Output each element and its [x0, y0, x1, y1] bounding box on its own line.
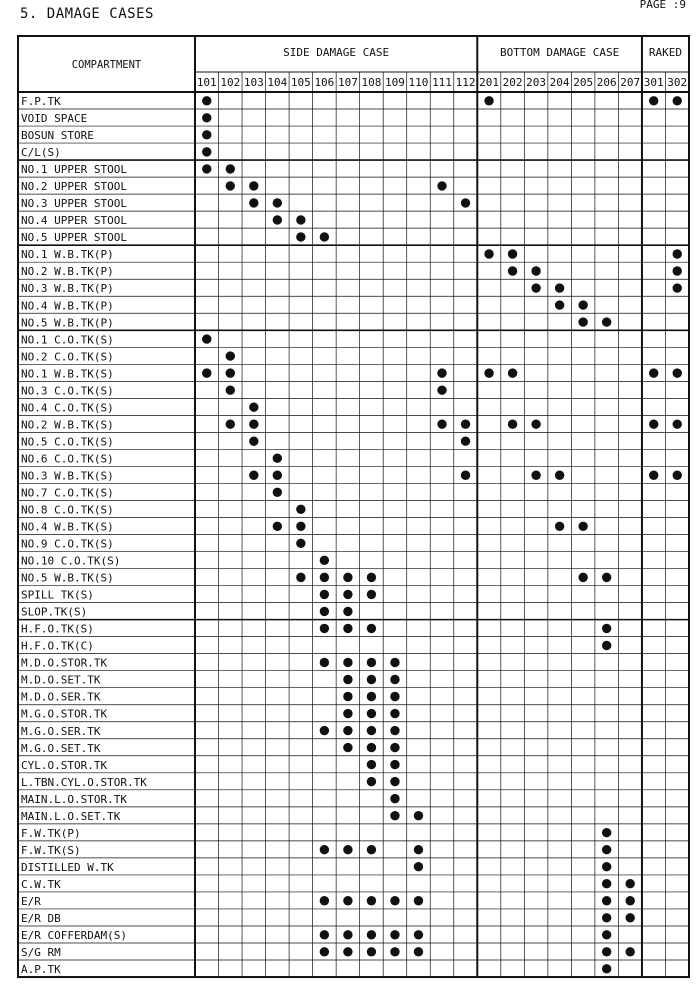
damage-mark-302 [673, 283, 682, 292]
compartment-name: F.W.TK(P) [21, 826, 81, 840]
damage-mark-107 [343, 947, 352, 956]
damage-mark-107 [343, 573, 352, 582]
damage-mark-102 [226, 385, 235, 394]
damage-mark-106 [320, 947, 329, 956]
damage-mark-108 [367, 777, 376, 786]
damage-mark-110 [414, 930, 423, 939]
damage-mark-110 [414, 862, 423, 871]
compartment-name: NO.3 C.O.TK(S) [21, 384, 114, 398]
damage-mark-108 [367, 624, 376, 633]
damage-mark-109 [390, 930, 399, 939]
damage-mark-109 [390, 777, 399, 786]
case-number-301: 301 [643, 76, 664, 89]
damage-mark-204 [555, 471, 564, 480]
compartment-name: NO.4 W.B.TK(S) [21, 520, 114, 534]
case-number-103: 103 [243, 76, 264, 89]
compartment-name: SLOP.TK(S) [21, 605, 88, 619]
case-number-102: 102 [220, 76, 241, 89]
damage-mark-106 [320, 624, 329, 633]
damage-mark-204 [555, 283, 564, 292]
compartment-name: NO.5 W.B.TK(S) [21, 571, 114, 585]
compartment-name: A.P.TK [21, 963, 61, 977]
damage-mark-106 [320, 590, 329, 599]
compartment-name: M.G.O.STOR.TK [21, 707, 108, 721]
damage-mark-112 [461, 437, 470, 446]
case-number-302: 302 [667, 76, 688, 89]
compartment-name: H.F.O.TK(S) [21, 622, 94, 636]
case-number-106: 106 [314, 76, 335, 89]
damage-mark-202 [508, 266, 517, 275]
damage-mark-207 [625, 913, 634, 922]
compartment-name: NO.5 C.O.TK(S) [21, 435, 114, 449]
damage-mark-105 [296, 215, 305, 224]
compartment-name: L.TBN.CYL.O.STOR.TK [21, 775, 147, 789]
compartment-name: NO.3 UPPER STOOL [21, 197, 127, 211]
damage-mark-206 [602, 828, 611, 837]
damage-mark-111 [437, 385, 446, 394]
compartment-name: NO.6 C.O.TK(S) [21, 452, 114, 466]
damage-mark-105 [296, 539, 305, 548]
damage-mark-203 [531, 266, 540, 275]
damage-mark-102 [226, 351, 235, 360]
damage-mark-109 [390, 709, 399, 718]
damage-mark-110 [414, 811, 423, 820]
damage-mark-105 [296, 573, 305, 582]
section-title: 5. DAMAGE CASES [20, 6, 154, 22]
case-number-203: 203 [526, 76, 547, 89]
damage-mark-204 [555, 300, 564, 309]
damage-mark-206 [602, 845, 611, 854]
compartment-name: NO.1 W.B.TK(P) [21, 248, 114, 262]
compartment-name: F.W.TK(S) [21, 843, 81, 857]
damage-mark-107 [343, 726, 352, 735]
damage-mark-101 [202, 164, 211, 173]
damage-mark-301 [649, 368, 658, 377]
damage-mark-110 [414, 947, 423, 956]
case-number-202: 202 [502, 76, 523, 89]
compartment-name: F.P.TK [21, 95, 61, 109]
damage-mark-111 [437, 419, 446, 428]
compartment-name: M.G.O.SER.TK [21, 724, 101, 738]
compartment-name: H.F.O.TK(C) [21, 639, 94, 653]
compartment-name: NO.2 C.O.TK(S) [21, 350, 114, 364]
damage-mark-205 [578, 522, 587, 531]
compartment-name: NO.10 C.O.TK(S) [21, 554, 121, 568]
damage-mark-206 [602, 930, 611, 939]
damage-mark-101 [202, 130, 211, 139]
damage-mark-110 [414, 896, 423, 905]
damage-mark-102 [226, 181, 235, 190]
damage-mark-106 [320, 232, 329, 241]
damage-mark-108 [367, 896, 376, 905]
damage-mark-104 [273, 215, 282, 224]
group-header-1: BOTTOM DAMAGE CASE [500, 46, 620, 59]
damage-mark-110 [414, 845, 423, 854]
damage-mark-206 [602, 641, 611, 650]
damage-mark-108 [367, 658, 376, 667]
compartment-name: NO.3 W.B.TK(S) [21, 469, 114, 483]
compartment-name: NO.2 UPPER STOOL [21, 180, 127, 194]
damage-mark-105 [296, 522, 305, 531]
damage-mark-107 [343, 743, 352, 752]
compartment-name: M.D.O.STOR.TK [21, 656, 108, 670]
damage-mark-109 [390, 743, 399, 752]
compartment-name: NO.4 C.O.TK(S) [21, 401, 114, 415]
case-number-107: 107 [337, 76, 358, 89]
damage-mark-101 [202, 147, 211, 156]
case-number-108: 108 [361, 76, 382, 89]
damage-mark-109 [390, 726, 399, 735]
damage-mark-107 [343, 675, 352, 684]
damage-mark-106 [320, 845, 329, 854]
damage-mark-206 [602, 947, 611, 956]
compartment-name: NO.9 C.O.TK(S) [21, 537, 114, 551]
compartment-name: DISTILLED W.TK [21, 860, 114, 874]
damage-mark-302 [673, 419, 682, 428]
damage-mark-109 [390, 675, 399, 684]
damage-mark-302 [673, 471, 682, 480]
damage-mark-109 [390, 896, 399, 905]
damage-mark-109 [390, 760, 399, 769]
compartment-name: E/R COFFERDAM(S) [21, 929, 127, 942]
damage-mark-302 [673, 96, 682, 105]
damage-mark-107 [343, 692, 352, 701]
damage-mark-206 [602, 624, 611, 633]
damage-mark-108 [367, 692, 376, 701]
compartment-name: VOID SPACE [21, 112, 88, 126]
damage-mark-107 [343, 658, 352, 667]
damage-mark-203 [531, 283, 540, 292]
damage-mark-107 [343, 930, 352, 939]
damage-mark-109 [390, 794, 399, 803]
damage-mark-202 [508, 419, 517, 428]
page-number: PAGE :9 [639, 0, 686, 11]
damage-mark-203 [531, 419, 540, 428]
compartment-name: SPILL TK(S) [21, 588, 94, 602]
damage-mark-109 [390, 811, 399, 820]
damage-mark-201 [484, 249, 493, 258]
compartment-name: NO.2 W.B.TK(P) [21, 265, 114, 279]
group-header-2: RAKED [648, 46, 683, 59]
damage-mark-204 [555, 522, 564, 531]
compartment-name: NO.5 W.B.TK(P) [21, 316, 114, 330]
compartment-name: NO.2 W.B.TK(S) [21, 418, 114, 432]
damage-mark-201 [484, 96, 493, 105]
damage-mark-102 [226, 368, 235, 377]
damage-mark-203 [531, 471, 540, 480]
damage-mark-108 [367, 947, 376, 956]
damage-mark-108 [367, 726, 376, 735]
damage-mark-103 [249, 198, 258, 207]
damage-mark-205 [578, 317, 587, 326]
damage-mark-108 [367, 590, 376, 599]
damage-mark-112 [461, 471, 470, 480]
damage-mark-108 [367, 930, 376, 939]
damage-mark-109 [390, 658, 399, 667]
damage-mark-207 [625, 947, 634, 956]
group-header-0: SIDE DAMAGE CASE [283, 46, 390, 59]
damage-mark-206 [602, 862, 611, 871]
damage-mark-103 [249, 402, 258, 411]
case-number-112: 112 [455, 76, 476, 89]
damage-mark-112 [461, 198, 470, 207]
damage-mark-107 [343, 845, 352, 854]
damage-mark-106 [320, 896, 329, 905]
damage-mark-206 [602, 879, 611, 888]
damage-mark-102 [226, 164, 235, 173]
damage-mark-108 [367, 760, 376, 769]
damage-mark-111 [437, 181, 446, 190]
compartment-name: E/R DB [21, 911, 61, 925]
case-number-206: 206 [596, 76, 617, 89]
damage-mark-202 [508, 368, 517, 377]
damage-mark-206 [602, 913, 611, 922]
damage-mark-104 [273, 198, 282, 207]
compartment-name: NO.4 UPPER STOOL [21, 214, 127, 228]
compartment-name: M.D.O.SER.TK [21, 690, 101, 704]
damage-mark-202 [508, 249, 517, 258]
damage-mark-302 [673, 368, 682, 377]
compartment-name: NO.1 W.B.TK(S) [21, 367, 114, 381]
damage-mark-108 [367, 573, 376, 582]
compartment-name: NO.1 UPPER STOOL [21, 163, 127, 177]
damage-mark-105 [296, 232, 305, 241]
case-number-110: 110 [408, 76, 429, 89]
case-number-104: 104 [267, 76, 288, 89]
damage-mark-101 [202, 368, 211, 377]
damage-mark-106 [320, 930, 329, 939]
compartment-name: CYL.O.STOR.TK [21, 758, 108, 772]
damage-mark-106 [320, 573, 329, 582]
damage-mark-207 [625, 879, 634, 888]
damage-mark-107 [343, 607, 352, 616]
compartment-name: NO.5 UPPER STOOL [21, 231, 127, 245]
damage-mark-109 [390, 692, 399, 701]
damage-mark-104 [273, 454, 282, 463]
damage-mark-205 [578, 300, 587, 309]
case-number-205: 205 [573, 76, 594, 89]
damage-mark-207 [625, 896, 634, 905]
damage-mark-102 [226, 419, 235, 428]
damage-mark-107 [343, 896, 352, 905]
damage-mark-101 [202, 96, 211, 105]
case-number-207: 207 [620, 76, 641, 89]
compartment-name: M.G.O.SET.TK [21, 741, 101, 755]
damage-mark-301 [649, 471, 658, 480]
damage-mark-112 [461, 419, 470, 428]
compartment-name: BOSUN STORE [21, 129, 94, 143]
damage-mark-106 [320, 607, 329, 616]
damage-mark-111 [437, 368, 446, 377]
compartment-name: S/G RM [21, 946, 61, 960]
damage-mark-101 [202, 334, 211, 343]
compartment-name: MAIN.L.O.STOR.TK [21, 792, 127, 806]
damage-mark-104 [273, 471, 282, 480]
damage-mark-109 [390, 947, 399, 956]
damage-mark-108 [367, 845, 376, 854]
compartment-name: NO.1 C.O.TK(S) [21, 333, 114, 347]
compartment-name: NO.8 C.O.TK(S) [21, 503, 114, 517]
damage-mark-103 [249, 471, 258, 480]
damage-mark-301 [649, 96, 658, 105]
damage-mark-302 [673, 249, 682, 258]
damage-mark-206 [602, 573, 611, 582]
case-number-109: 109 [385, 76, 405, 89]
case-number-111: 111 [432, 76, 452, 89]
case-number-204: 204 [549, 76, 570, 89]
compartment-name: C/L(S) [21, 146, 61, 160]
damage-mark-101 [202, 113, 211, 122]
compartment-name: M.D.O.SET.TK [21, 673, 101, 687]
damage-mark-108 [367, 709, 376, 718]
damage-mark-103 [249, 181, 258, 190]
case-number-105: 105 [290, 76, 311, 89]
damage-mark-206 [602, 896, 611, 905]
compartment-name: NO.3 W.B.TK(P) [21, 282, 114, 296]
damage-mark-106 [320, 556, 329, 565]
damage-mark-108 [367, 675, 376, 684]
damage-mark-301 [649, 419, 658, 428]
case-number-101: 101 [196, 76, 217, 89]
damage-mark-104 [273, 488, 282, 497]
damage-mark-206 [602, 964, 611, 973]
damage-mark-105 [296, 505, 305, 514]
damage-mark-206 [602, 317, 611, 326]
compartment-name: C.W.TK [21, 877, 61, 891]
damage-mark-103 [249, 437, 258, 446]
damage-mark-104 [273, 522, 282, 531]
case-number-201: 201 [479, 76, 499, 89]
damage-mark-106 [320, 658, 329, 667]
damage-mark-205 [578, 573, 587, 582]
compartment-name: MAIN.L.O.SET.TK [21, 809, 121, 823]
compartment-name: NO.4 W.B.TK(P) [21, 299, 114, 313]
damage-mark-103 [249, 419, 258, 428]
compartment-name: E/R [21, 894, 41, 908]
damage-mark-107 [343, 709, 352, 718]
damage-mark-107 [343, 624, 352, 633]
damage-mark-201 [484, 368, 493, 377]
damage-mark-107 [343, 590, 352, 599]
compartment-name: NO.7 C.O.TK(S) [21, 486, 114, 500]
compartment-header: COMPARTMENT [71, 59, 142, 71]
damage-mark-108 [367, 743, 376, 752]
damage-mark-106 [320, 726, 329, 735]
damage-mark-302 [673, 266, 682, 275]
